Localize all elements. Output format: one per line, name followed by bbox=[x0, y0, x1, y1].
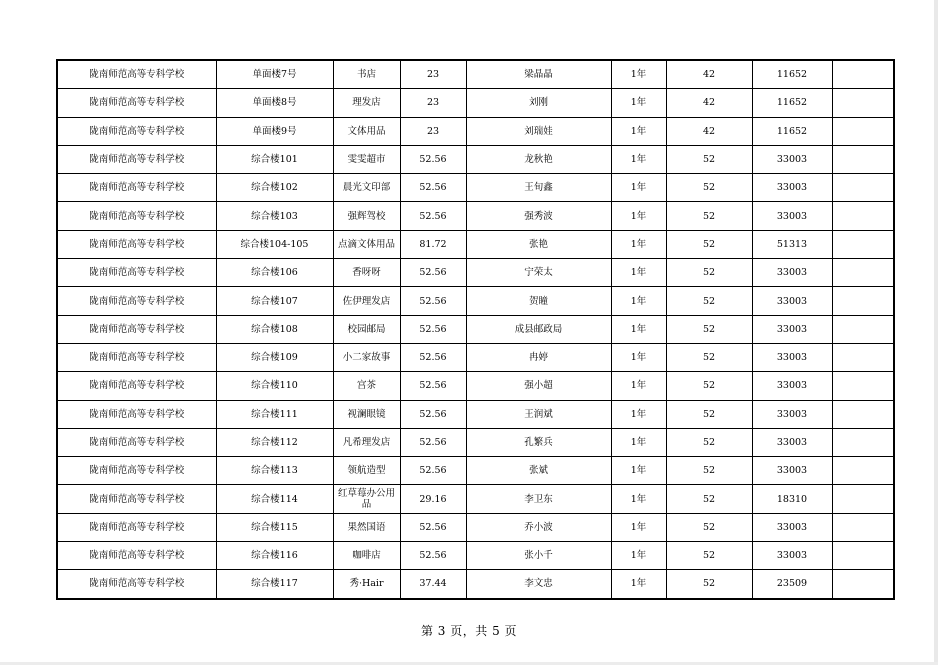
unit-price-cell: 52 bbox=[666, 174, 752, 202]
unit-price-cell: 42 bbox=[666, 89, 752, 117]
page-right-edge bbox=[934, 0, 938, 665]
school-cell: 陇南师范高等专科学校 bbox=[57, 428, 216, 456]
area-cell: 81.72 bbox=[400, 230, 466, 258]
school-cell: 陇南师范高等专科学校 bbox=[57, 117, 216, 145]
annual-rent-cell: 33003 bbox=[752, 428, 832, 456]
tenant-cell: 成县邮政局 bbox=[466, 315, 611, 343]
shop-name-cell: 宫茶 bbox=[333, 372, 400, 400]
remark-cell bbox=[832, 457, 894, 485]
area-cell: 52.56 bbox=[400, 315, 466, 343]
shop-name-cell: 书店 bbox=[333, 60, 400, 89]
shop-name-cell: 雯雯超市 bbox=[333, 145, 400, 173]
annual-rent-cell: 33003 bbox=[752, 145, 832, 173]
tenant-cell: 孔繁兵 bbox=[466, 428, 611, 456]
unit-cell: 单面楼9号 bbox=[216, 117, 333, 145]
remark-cell bbox=[832, 202, 894, 230]
area-cell: 52.56 bbox=[400, 513, 466, 541]
remark-cell bbox=[832, 230, 894, 258]
school-cell: 陇南师范高等专科学校 bbox=[57, 60, 216, 89]
term-cell: 1年 bbox=[611, 372, 666, 400]
term-cell: 1年 bbox=[611, 343, 666, 371]
term-cell: 1年 bbox=[611, 400, 666, 428]
table-row bbox=[57, 174, 894, 202]
term-cell: 1年 bbox=[611, 428, 666, 456]
remark-cell bbox=[832, 400, 894, 428]
term-cell: 1年 bbox=[611, 570, 666, 599]
table-row bbox=[57, 542, 894, 570]
remark-cell bbox=[832, 259, 894, 287]
school-cell: 陇南师范高等专科学校 bbox=[57, 259, 216, 287]
table-row bbox=[57, 202, 894, 230]
school-cell: 陇南师范高等专科学校 bbox=[57, 542, 216, 570]
term-cell: 1年 bbox=[611, 202, 666, 230]
school-cell: 陇南师范高等专科学校 bbox=[57, 457, 216, 485]
shop-name-cell: 佐伊理发店 bbox=[333, 287, 400, 315]
school-cell: 陇南师范高等专科学校 bbox=[57, 372, 216, 400]
school-cell: 陇南师范高等专科学校 bbox=[57, 174, 216, 202]
shop-name-cell: 校园邮局 bbox=[333, 315, 400, 343]
area-cell: 52.56 bbox=[400, 174, 466, 202]
area-cell: 52.56 bbox=[400, 400, 466, 428]
unit-cell: 综合楼107 bbox=[216, 287, 333, 315]
remark-cell bbox=[832, 513, 894, 541]
unit-price-cell: 52 bbox=[666, 287, 752, 315]
tenant-cell: 贺瞳 bbox=[466, 287, 611, 315]
remark-cell bbox=[832, 60, 894, 89]
remark-cell bbox=[832, 372, 894, 400]
table-row bbox=[57, 315, 894, 343]
unit-price-cell: 52 bbox=[666, 202, 752, 230]
unit-cell: 综合楼116 bbox=[216, 542, 333, 570]
shop-name-cell: 文体用品 bbox=[333, 117, 400, 145]
table-row bbox=[57, 230, 894, 258]
table-row bbox=[57, 145, 894, 173]
tenant-cell: 张小千 bbox=[466, 542, 611, 570]
unit-cell: 综合楼114 bbox=[216, 485, 333, 513]
remark-cell bbox=[832, 117, 894, 145]
shop-name-cell: 果然国语 bbox=[333, 513, 400, 541]
area-cell: 23 bbox=[400, 117, 466, 145]
lease-table bbox=[56, 59, 895, 600]
remark-cell bbox=[832, 343, 894, 371]
annual-rent-cell: 33003 bbox=[752, 315, 832, 343]
unit-price-cell: 52 bbox=[666, 372, 752, 400]
unit-price-cell: 52 bbox=[666, 400, 752, 428]
shop-name-cell: 理发店 bbox=[333, 89, 400, 117]
annual-rent-cell: 33003 bbox=[752, 513, 832, 541]
remark-cell bbox=[832, 485, 894, 513]
term-cell: 1年 bbox=[611, 259, 666, 287]
area-cell: 52.56 bbox=[400, 372, 466, 400]
shop-name-cell: 领航造型 bbox=[333, 457, 400, 485]
page-number: 第 3 页，共 5 页 bbox=[420, 624, 518, 638]
remark-cell bbox=[832, 287, 894, 315]
shop-name-cell: 咖啡店 bbox=[333, 542, 400, 570]
annual-rent-cell: 33003 bbox=[752, 202, 832, 230]
annual-rent-cell: 33003 bbox=[752, 542, 832, 570]
shop-name-cell: 秀·Hair bbox=[333, 570, 400, 599]
shop-name-cell: 强辉驾校 bbox=[333, 202, 400, 230]
unit-price-cell: 42 bbox=[666, 117, 752, 145]
term-cell: 1年 bbox=[611, 287, 666, 315]
school-cell: 陇南师范高等专科学校 bbox=[57, 570, 216, 599]
term-cell: 1年 bbox=[611, 174, 666, 202]
tenant-cell: 刘刚 bbox=[466, 89, 611, 117]
tenant-cell: 龙秋艳 bbox=[466, 145, 611, 173]
school-cell: 陇南师范高等专科学校 bbox=[57, 485, 216, 513]
unit-cell: 综合楼104-105 bbox=[216, 230, 333, 258]
school-cell: 陇南师范高等专科学校 bbox=[57, 513, 216, 541]
shop-name-cell: 小二家故事 bbox=[333, 343, 400, 371]
area-cell: 52.56 bbox=[400, 259, 466, 287]
table-row bbox=[57, 570, 894, 599]
remark-cell bbox=[832, 145, 894, 173]
annual-rent-cell: 33003 bbox=[752, 174, 832, 202]
tenant-cell: 冉婷 bbox=[466, 343, 611, 371]
area-cell: 23 bbox=[400, 89, 466, 117]
unit-cell: 综合楼102 bbox=[216, 174, 333, 202]
annual-rent-cell: 23509 bbox=[752, 570, 832, 599]
unit-cell: 综合楼109 bbox=[216, 343, 333, 371]
unit-cell: 综合楼117 bbox=[216, 570, 333, 599]
school-cell: 陇南师范高等专科学校 bbox=[57, 400, 216, 428]
unit-cell: 综合楼103 bbox=[216, 202, 333, 230]
table-row bbox=[57, 287, 894, 315]
unit-price-cell: 52 bbox=[666, 428, 752, 456]
tenant-cell: 刘瑞娃 bbox=[466, 117, 611, 145]
unit-price-cell: 52 bbox=[666, 145, 752, 173]
area-cell: 52.56 bbox=[400, 542, 466, 570]
table-row bbox=[57, 89, 894, 117]
unit-cell: 综合楼112 bbox=[216, 428, 333, 456]
unit-cell: 综合楼106 bbox=[216, 259, 333, 287]
annual-rent-cell: 11652 bbox=[752, 117, 832, 145]
unit-cell: 综合楼113 bbox=[216, 457, 333, 485]
area-cell: 23 bbox=[400, 60, 466, 89]
tenant-cell: 王润斌 bbox=[466, 400, 611, 428]
unit-price-cell: 52 bbox=[666, 259, 752, 287]
term-cell: 1年 bbox=[611, 542, 666, 570]
shop-name-cell: 红草莓办公用品 bbox=[333, 485, 400, 513]
school-cell: 陇南师范高等专科学校 bbox=[57, 89, 216, 117]
unit-cell: 单面楼8号 bbox=[216, 89, 333, 117]
tenant-cell: 张斌 bbox=[466, 457, 611, 485]
unit-cell: 综合楼111 bbox=[216, 400, 333, 428]
table-row bbox=[57, 400, 894, 428]
annual-rent-cell: 11652 bbox=[752, 89, 832, 117]
table-row bbox=[57, 457, 894, 485]
shop-name-cell: 凡希理发店 bbox=[333, 428, 400, 456]
unit-price-cell: 52 bbox=[666, 570, 752, 599]
term-cell: 1年 bbox=[611, 230, 666, 258]
tenant-cell: 宁荣太 bbox=[466, 259, 611, 287]
table-row bbox=[57, 343, 894, 371]
annual-rent-cell: 33003 bbox=[752, 372, 832, 400]
remark-cell bbox=[832, 174, 894, 202]
table-row bbox=[57, 60, 894, 89]
school-cell: 陇南师范高等专科学校 bbox=[57, 315, 216, 343]
remark-cell bbox=[832, 315, 894, 343]
table-row bbox=[57, 117, 894, 145]
shop-name-cell: 晨光文印部 bbox=[333, 174, 400, 202]
tenant-cell: 李卫东 bbox=[466, 485, 611, 513]
unit-price-cell: 52 bbox=[666, 343, 752, 371]
table-body bbox=[57, 60, 894, 599]
school-cell: 陇南师范高等专科学校 bbox=[57, 287, 216, 315]
tenant-cell: 强秀波 bbox=[466, 202, 611, 230]
term-cell: 1年 bbox=[611, 89, 666, 117]
term-cell: 1年 bbox=[611, 485, 666, 513]
unit-cell: 单面楼7号 bbox=[216, 60, 333, 89]
unit-price-cell: 52 bbox=[666, 457, 752, 485]
tenant-cell: 张艳 bbox=[466, 230, 611, 258]
annual-rent-cell: 33003 bbox=[752, 457, 832, 485]
unit-price-cell: 52 bbox=[666, 315, 752, 343]
area-cell: 52.56 bbox=[400, 343, 466, 371]
annual-rent-cell: 33003 bbox=[752, 259, 832, 287]
tenant-cell: 李文忠 bbox=[466, 570, 611, 599]
annual-rent-cell: 18310 bbox=[752, 485, 832, 513]
annual-rent-cell: 33003 bbox=[752, 400, 832, 428]
unit-cell: 综合楼108 bbox=[216, 315, 333, 343]
shop-name-cell: 视澜眼镜 bbox=[333, 400, 400, 428]
tenant-cell: 王旬鑫 bbox=[466, 174, 611, 202]
table-row bbox=[57, 513, 894, 541]
table-row bbox=[57, 259, 894, 287]
tenant-cell: 梁晶晶 bbox=[466, 60, 611, 89]
school-cell: 陇南师范高等专科学校 bbox=[57, 202, 216, 230]
school-cell: 陇南师范高等专科学校 bbox=[57, 145, 216, 173]
table-row bbox=[57, 428, 894, 456]
unit-cell: 综合楼110 bbox=[216, 372, 333, 400]
table-row bbox=[57, 372, 894, 400]
school-cell: 陇南师范高等专科学校 bbox=[57, 230, 216, 258]
area-cell: 52.56 bbox=[400, 202, 466, 230]
tenant-cell: 强小超 bbox=[466, 372, 611, 400]
table-row bbox=[57, 485, 894, 513]
term-cell: 1年 bbox=[611, 60, 666, 89]
annual-rent-cell: 33003 bbox=[752, 343, 832, 371]
remark-cell bbox=[832, 570, 894, 599]
unit-price-cell: 52 bbox=[666, 513, 752, 541]
tenant-cell: 乔小波 bbox=[466, 513, 611, 541]
unit-price-cell: 52 bbox=[666, 485, 752, 513]
shop-name-cell: 点滴文体用品 bbox=[333, 230, 400, 258]
remark-cell bbox=[832, 428, 894, 456]
term-cell: 1年 bbox=[611, 145, 666, 173]
shop-name-cell: 香呀呀 bbox=[333, 259, 400, 287]
area-cell: 29.16 bbox=[400, 485, 466, 513]
unit-cell: 综合楼115 bbox=[216, 513, 333, 541]
school-cell: 陇南师范高等专科学校 bbox=[57, 343, 216, 371]
remark-cell bbox=[832, 89, 894, 117]
area-cell: 52.56 bbox=[400, 457, 466, 485]
annual-rent-cell: 11652 bbox=[752, 60, 832, 89]
area-cell: 37.44 bbox=[400, 570, 466, 599]
annual-rent-cell: 33003 bbox=[752, 287, 832, 315]
annual-rent-cell: 51313 bbox=[752, 230, 832, 258]
term-cell: 1年 bbox=[611, 315, 666, 343]
unit-price-cell: 52 bbox=[666, 542, 752, 570]
area-cell: 52.56 bbox=[400, 428, 466, 456]
unit-price-cell: 52 bbox=[666, 230, 752, 258]
unit-price-cell: 42 bbox=[666, 60, 752, 89]
unit-cell: 综合楼101 bbox=[216, 145, 333, 173]
area-cell: 52.56 bbox=[400, 145, 466, 173]
area-cell: 52.56 bbox=[400, 287, 466, 315]
term-cell: 1年 bbox=[611, 457, 666, 485]
term-cell: 1年 bbox=[611, 117, 666, 145]
term-cell: 1年 bbox=[611, 513, 666, 541]
remark-cell bbox=[832, 542, 894, 570]
